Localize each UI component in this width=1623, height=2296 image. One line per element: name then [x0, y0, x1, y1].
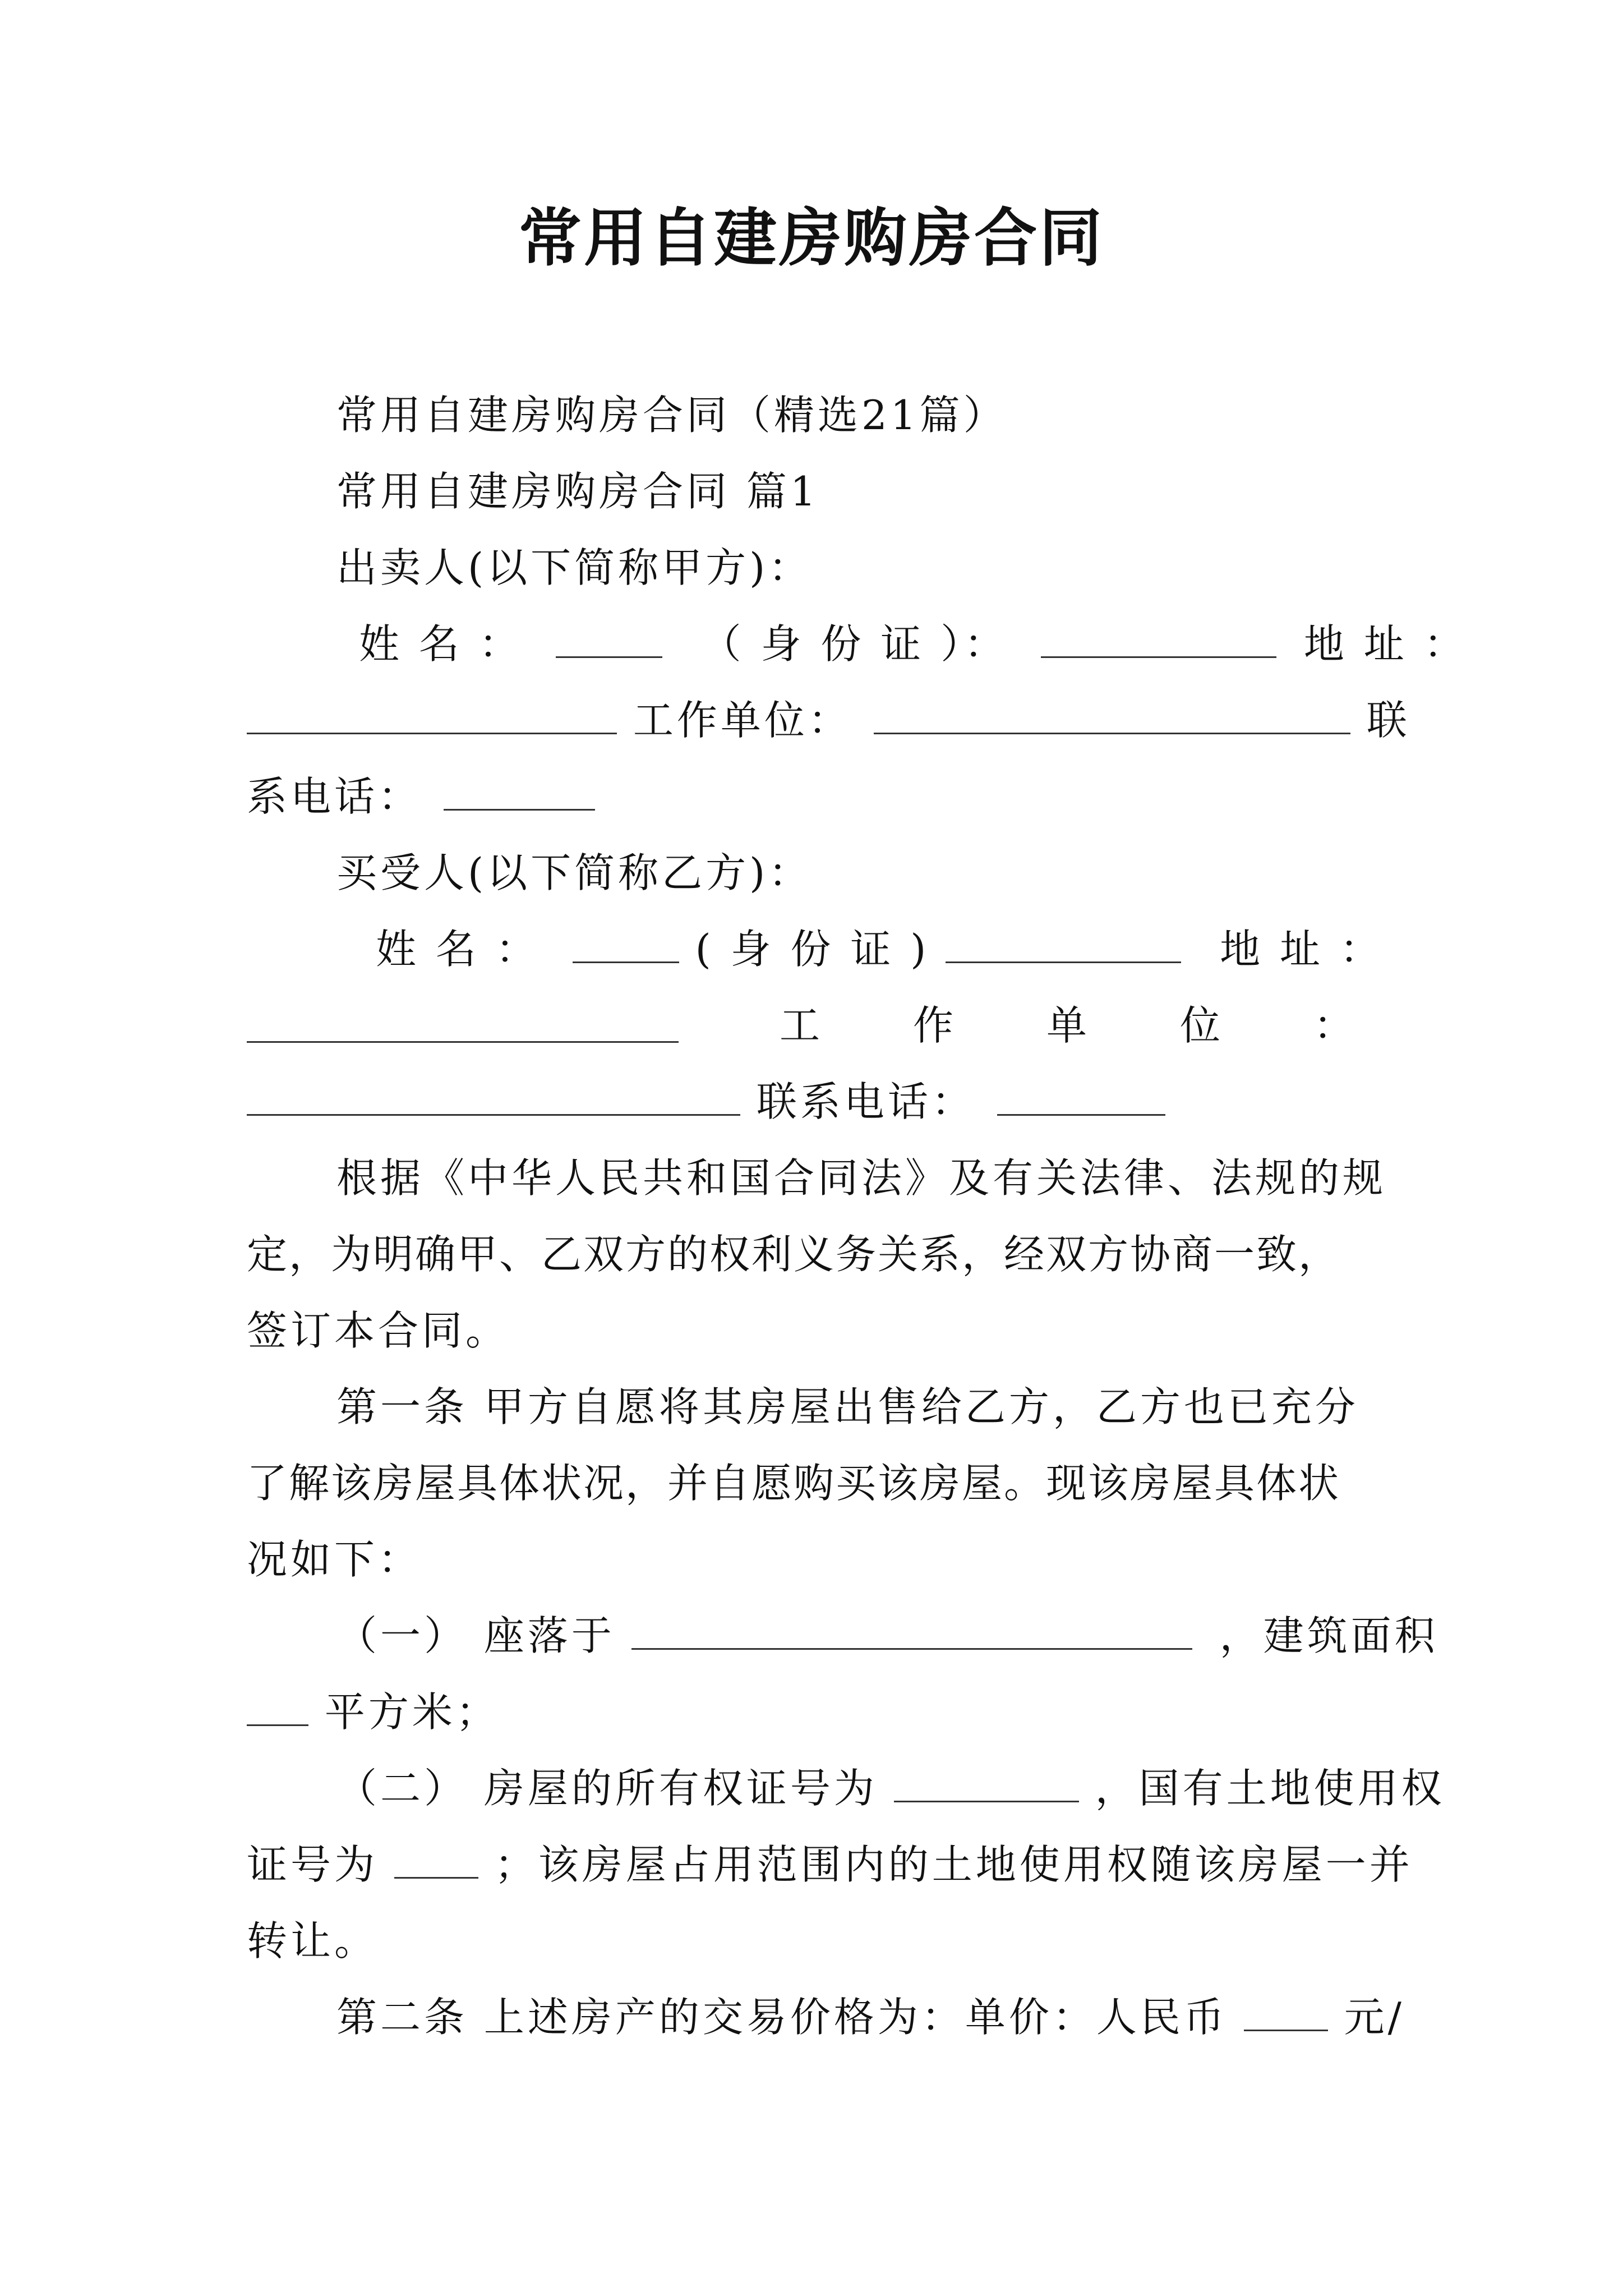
item1-area-blank: [247, 1692, 308, 1726]
buyer-work-char-3: 单: [1046, 1002, 1090, 1049]
buyer-work-char-4: 位: [1179, 1002, 1224, 1049]
buyer-heading: 买受人(以下简称乙方)：: [336, 849, 813, 896]
document-title: 常用自建房购房合同: [519, 201, 1104, 275]
seller-address-label: 地 址 ：: [1303, 620, 1468, 668]
item2-line-3: 转让。: [247, 1917, 379, 1964]
seller-phone-label-part1: 联: [1366, 697, 1410, 744]
buyer-name-blank: [573, 929, 679, 963]
item2-land-row: [247, 1837, 1413, 1893]
buyer-phone-row: [247, 1074, 1165, 1130]
item1-area-unit: 平方米；: [324, 1688, 500, 1736]
article1-line-1: 第一条 甲方自愿将其房屋出售给乙方，乙方也已充分: [336, 1383, 1359, 1430]
seller-work-blank: [874, 700, 1350, 734]
item2-line2-prefix: 证号为: [247, 1841, 379, 1888]
seller-heading: 出卖人(以下简称甲方)：: [336, 544, 813, 591]
buyer-work-char-5: ：: [1313, 1002, 1357, 1049]
item1-suffix: ，建筑面积: [1219, 1612, 1438, 1659]
item2-row: [336, 1760, 1445, 1816]
article2-prefix: 第二条 上述房产的交易价格为：单价：人民币: [336, 1994, 1228, 2041]
buyer-id-blank: [946, 929, 1181, 963]
buyer-work-char-2: 作: [912, 1002, 957, 1049]
buyer-name-row: [376, 921, 1384, 977]
buyer-phone-blank: [997, 1082, 1165, 1116]
seller-name-blank: [556, 624, 662, 658]
buyer-name-label: 姓 名 ：: [376, 926, 540, 973]
preamble-line-2: 定，为明确甲、乙双方的权利义务关系，经双方协商一致，: [247, 1231, 1341, 1278]
seller-address-blank: [247, 700, 617, 734]
seller-work-label: 工作单位：: [633, 697, 852, 744]
seller-name-label: 姓 名 ：: [359, 620, 523, 668]
document-subtitle: 常用自建房购房合同（精选21篇）: [336, 392, 1007, 439]
item2-land-cert-blank: [394, 1844, 478, 1879]
seller-name-row: [359, 616, 1468, 672]
seller-id-label: （ 身 份 证 ）：: [700, 620, 1008, 668]
buyer-work-label: [780, 997, 1357, 1053]
preamble-line-3: 签订本合同。: [247, 1307, 510, 1354]
article2-suffix: 元/: [1344, 1994, 1405, 2041]
buyer-address-label: 地 址 ：: [1220, 926, 1384, 973]
article1-line-2: 了解该房屋具体状况，并自愿购买该房屋。现该房屋具体状: [247, 1460, 1341, 1507]
item1-prefix: （一） 座落于: [336, 1612, 615, 1659]
article2-price-blank: [1244, 1997, 1328, 2031]
buyer-address-blank: [247, 1009, 679, 1043]
seller-id-blank: [1041, 624, 1276, 658]
buyer-work-char-1: 工: [780, 1002, 824, 1049]
item1-row: [336, 1608, 1438, 1664]
item2-ownership-blank: [894, 1768, 1079, 1802]
section-heading: 常用自建房购房合同 篇1: [336, 468, 819, 515]
buyer-id-label: ( 身 份 证 ): [695, 926, 930, 973]
article1-line-3: 况如下：: [247, 1536, 422, 1583]
buyer-work-blank: [247, 1082, 740, 1116]
seller-phone-blank: [444, 776, 595, 811]
item1-location-blank: [631, 1616, 1192, 1650]
buyer-phone-label: 联系电话：: [756, 1078, 975, 1125]
seller-phone-label-part2: 系电话：: [247, 773, 422, 820]
item2-suffix: ，国有土地使用权: [1095, 1765, 1445, 1812]
seller-phone-row: [247, 769, 595, 825]
preamble-line-1: 根据《中华人民共和国合同法》及有关法律、法规的规: [336, 1154, 1387, 1202]
item2-prefix: （二） 房屋的所有权证号为: [336, 1765, 878, 1812]
seller-work-row: [247, 692, 1410, 748]
item1-area-row: [247, 1684, 500, 1740]
article2-row: [336, 1989, 1405, 2045]
item2-line2-suffix: ；该房屋占用范围内的土地使用权随该房屋一并: [494, 1841, 1413, 1888]
